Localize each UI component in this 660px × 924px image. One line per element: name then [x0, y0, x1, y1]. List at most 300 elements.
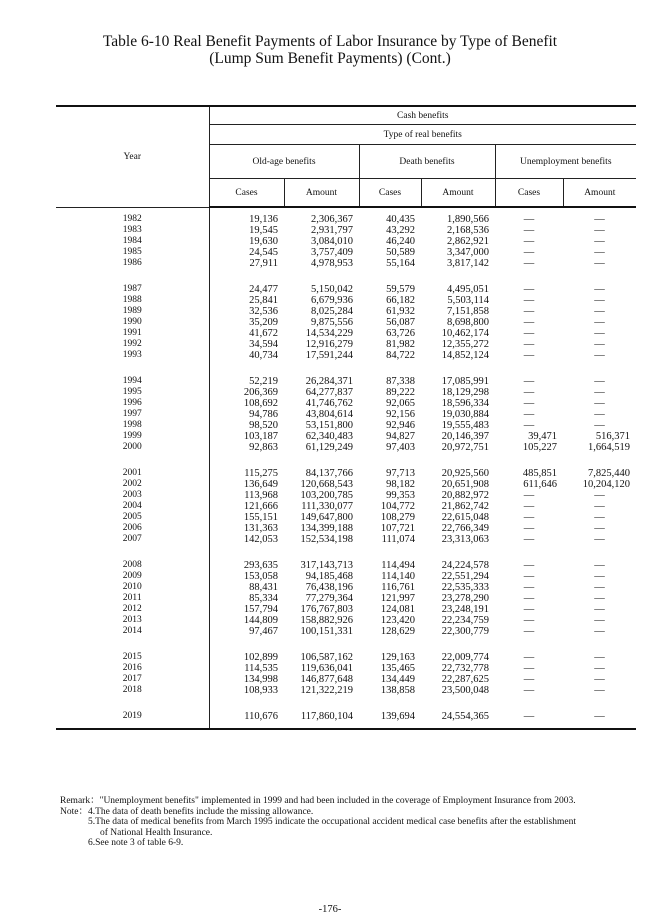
- old-age-amount-cell: 94,185,468: [305, 571, 353, 582]
- unemployment-amount-cell: —: [594, 387, 605, 398]
- year-cell: 1997: [122, 409, 142, 419]
- unemployment-amount-cell: —: [594, 376, 605, 387]
- type-of-benefits-header: Type of real benefits: [209, 125, 636, 145]
- unemployment-amount-cell: —: [594, 236, 605, 247]
- unemployment-cases-cell: —: [523, 258, 535, 269]
- death-cases-cell: 121,997: [380, 593, 415, 604]
- old-age-cases-cell: 27,911: [209, 258, 284, 269]
- note-5: 5.The data of medical benefits from March 1995 indicate the occupational accident medical case benefits after the establishment: [88, 817, 576, 827]
- year-cell: 2019: [122, 711, 142, 721]
- death-cases-cell: 81,982: [386, 339, 415, 350]
- unemployment-cases-cell: —: [523, 674, 535, 685]
- old-age-cases-cell: 136,649: [209, 479, 284, 490]
- death-amount-cell: 12,355,272: [441, 339, 489, 350]
- death-cases-cell: 50,589: [386, 247, 415, 258]
- death-cases-cell: 40,435: [386, 214, 415, 225]
- year-cell: 1988: [122, 295, 142, 305]
- unemployment-amount-cell: —: [594, 295, 605, 306]
- death-amount-cell: 22,287,625: [441, 674, 489, 685]
- unemployment-cases-cell: —: [523, 247, 535, 258]
- death-amount-cell: 22,551,294: [441, 571, 489, 582]
- death-cases-cell: 97,403: [386, 442, 415, 453]
- year-cell: 2011: [122, 593, 142, 603]
- old-age-amount-cell: 6,679,936: [311, 295, 353, 306]
- table-row: [56, 284, 636, 295]
- unemployment-cases-cell: —: [523, 626, 535, 637]
- old-age-cases-cell: 19,136: [209, 214, 284, 225]
- unemployment-amount-cell: 10,204,120: [582, 479, 631, 490]
- year-cell: 2009: [122, 571, 142, 581]
- unemployment-cases-cell: —: [523, 711, 535, 722]
- table-row: [56, 674, 636, 685]
- table-title-line2: (Lump Sum Benefit Payments) (Cont.): [209, 50, 451, 67]
- old-age-amount-cell: 121,322,219: [300, 685, 353, 696]
- death-cases-cell: 84,722: [386, 350, 415, 361]
- death-cases-cell: 116,761: [381, 582, 415, 593]
- unemployment-cases-cell: —: [523, 420, 535, 431]
- unemployment-cases-cell: —: [523, 398, 535, 409]
- unemployment-cases-cell: —: [523, 306, 535, 317]
- old-age-cases-cell: 115,275: [209, 468, 284, 479]
- year-cell: 1998: [122, 420, 142, 430]
- year-cell: 1986: [122, 258, 142, 268]
- death-cases-cell: 92,065: [386, 398, 415, 409]
- year-cell: 1994: [122, 376, 142, 386]
- table-row: [56, 420, 636, 431]
- unemployment-amount-cell: 7,825,440: [588, 468, 631, 479]
- remark-text: Remark："Unemployment benefits" implemented in 1999 and had been included in the coverage of Employment Insurance from 2003.: [60, 796, 576, 806]
- death-amount-cell: 22,766,349: [441, 523, 489, 534]
- old-age-amount-cell: 77,279,364: [305, 593, 353, 604]
- year-cell: 2014: [122, 626, 142, 636]
- old-age-amount-cell: 117,860,104: [300, 711, 353, 722]
- old-age-amount-cell: 62,340,483: [305, 431, 353, 442]
- death-header: Death benefits: [359, 145, 495, 179]
- death-cases-cell: 135,465: [380, 663, 415, 674]
- death-amount-cell: 4,495,051: [447, 284, 489, 295]
- table-row: [56, 593, 636, 604]
- old-age-cases-cell: 102,899: [209, 652, 284, 663]
- death-cases-cell: 55,164: [386, 258, 415, 269]
- old-age-amount-cell: 2,931,797: [311, 225, 353, 236]
- unemployment-cases-cell: —: [523, 409, 535, 420]
- spacer-row: [56, 696, 636, 711]
- unemployment-cases-cell: —: [523, 560, 535, 571]
- death-amount-cell: 14,852,124: [441, 350, 489, 361]
- year-cell: 2018: [122, 685, 142, 695]
- unemployment-cases-cell: —: [523, 376, 535, 387]
- death-amount-cell: 20,882,972: [441, 490, 489, 501]
- old-age-cases-cell: 153,058: [209, 571, 284, 582]
- unemployment-amount-cell: —: [594, 560, 605, 571]
- unemployment-amount-cell: —: [594, 398, 605, 409]
- old-age-cases-cell: 155,151: [209, 512, 284, 523]
- unemployment-amount-cell: —: [594, 711, 605, 722]
- year-cell: 2017: [122, 674, 142, 684]
- old-age-amount-cell: 149,647,800: [300, 512, 353, 523]
- death-cases-cell: 61,932: [386, 306, 415, 317]
- old-age-amount-cell: 76,438,196: [305, 582, 353, 593]
- year-cell: 2004: [122, 501, 142, 511]
- unemployment-cases-cell: —: [523, 350, 535, 361]
- unemployment-amount-cell: —: [594, 501, 605, 512]
- old-age-cases-cell: 41,672: [209, 328, 284, 339]
- death-cases-cell: 108,279: [380, 512, 415, 523]
- death-amount-cell: 22,535,333: [441, 582, 489, 593]
- unemployment-cases-cell: —: [523, 295, 535, 306]
- table-row: [56, 398, 636, 409]
- year-cell: 1991: [122, 328, 142, 338]
- unemployment-amount-cell: —: [594, 420, 605, 431]
- old-age-cases-cell: 108,692: [209, 398, 284, 409]
- table-row: [56, 409, 636, 420]
- unemployment-cases-cell: —: [523, 284, 535, 295]
- spacer-row: [56, 207, 636, 214]
- table-row: [56, 523, 636, 534]
- table-row: [56, 442, 636, 453]
- death-cases-cell: 98,182: [386, 479, 415, 490]
- year-cell: 2007: [122, 534, 142, 544]
- death-cases-cell: 128,629: [380, 626, 415, 637]
- year-cell: 2001: [122, 468, 142, 478]
- table-row: [56, 626, 636, 637]
- old-age-cases-cell: 94,786: [209, 409, 284, 420]
- unemployment-cases-cell: —: [523, 339, 535, 350]
- table-row: [56, 582, 636, 593]
- old-age-cases-cell: 24,477: [209, 284, 284, 295]
- old-age-cases-cell: 88,431: [209, 582, 284, 593]
- old-age-amount-cell: 8,025,284: [311, 306, 353, 317]
- unemployment-cases-cell: —: [523, 652, 535, 663]
- old-age-amount-cell: 134,399,188: [300, 523, 353, 534]
- death-amount-cell: 3,347,000: [447, 247, 489, 258]
- unemployment-cases-cell: —: [523, 615, 535, 626]
- death-cases-cell: 129,163: [380, 652, 415, 663]
- unemployment-cases-cell: —: [523, 604, 535, 615]
- year-cell: 2010: [122, 582, 142, 592]
- old-age-cases-cell: 113,968: [209, 490, 284, 501]
- spacer-row: [56, 453, 636, 468]
- old-age-amount-cell: 158,882,926: [300, 615, 353, 626]
- old-age-cases-cell: 121,666: [209, 501, 284, 512]
- old-age-cases-cell: 85,334: [209, 593, 284, 604]
- table-row: [56, 376, 636, 387]
- old-age-cases-cell: 157,794: [209, 604, 284, 615]
- table-row: [56, 258, 636, 269]
- unemployment-amount-cell: —: [594, 490, 605, 501]
- death-amount-cell: 19,555,483: [441, 420, 489, 431]
- unemployment-cases-cell: —: [523, 685, 535, 696]
- page-number: -176-: [318, 904, 342, 915]
- old-age-cases-cell: 34,594: [209, 339, 284, 350]
- table-row: [56, 295, 636, 306]
- cash-benefits-header: Cash benefits: [209, 106, 636, 125]
- death-amount-cell: 5,503,114: [447, 295, 489, 306]
- table-row: [56, 350, 636, 361]
- old-age-cases-cell: 25,841: [209, 295, 284, 306]
- old-age-amount-cell: 152,534,198: [300, 534, 353, 545]
- table-row: [56, 571, 636, 582]
- old-age-amount-cell: 5,150,042: [311, 284, 353, 295]
- death-cases-cell: 99,353: [386, 490, 415, 501]
- death-amount-cell: 23,248,191: [441, 604, 489, 615]
- death-cases-cell: 114,140: [381, 571, 415, 582]
- benefit-payments-table: [56, 105, 636, 730]
- death-amount-cell: 22,615,048: [441, 512, 489, 523]
- old-age-cases-cell: 97,467: [209, 626, 284, 637]
- year-cell: 1990: [122, 317, 142, 327]
- unemployment-cases-cell: —: [523, 512, 535, 523]
- table-row: [56, 512, 636, 523]
- table-row: [56, 534, 636, 545]
- death-amount-header: Amount: [421, 179, 495, 208]
- death-cases-cell: 66,182: [386, 295, 415, 306]
- old-age-amount-cell: 176,767,803: [300, 604, 353, 615]
- old-age-header: Old-age benefits: [209, 145, 359, 179]
- table-row: [56, 431, 636, 442]
- unemployment-cases-cell: —: [523, 328, 535, 339]
- old-age-cases-cell: 293,635: [209, 560, 284, 571]
- unemployment-amount-cell: —: [594, 571, 605, 582]
- death-cases-cell: 138,858: [380, 685, 415, 696]
- old-age-amount-cell: 111,330,077: [301, 501, 353, 512]
- death-cases-cell: 59,579: [386, 284, 415, 295]
- death-amount-cell: 22,009,774: [441, 652, 489, 663]
- table-row: [56, 339, 636, 350]
- spacer-row: [56, 361, 636, 376]
- unemployment-amount-cell: —: [594, 247, 605, 258]
- unemployment-amount-cell: 1,664,519: [588, 442, 631, 453]
- year-cell: 1993: [122, 350, 142, 360]
- year-cell: 2012: [122, 604, 142, 614]
- old-age-cases-cell: 19,630: [209, 236, 284, 247]
- old-age-amount-cell: 14,534,229: [305, 328, 353, 339]
- unemployment-cases-header: Cases: [495, 179, 563, 208]
- death-cases-cell: 111,074: [381, 534, 415, 545]
- old-age-cases-header: Cases: [209, 179, 284, 208]
- unemployment-cases-cell: 105,227: [522, 442, 557, 453]
- death-amount-cell: 18,129,298: [441, 387, 489, 398]
- old-age-amount-cell: 17,591,244: [305, 350, 353, 361]
- death-amount-cell: 18,596,334: [441, 398, 489, 409]
- unemployment-amount-cell: —: [594, 339, 605, 350]
- death-amount-cell: 17,085,991: [441, 376, 489, 387]
- spacer-row: [56, 722, 636, 729]
- unemployment-cases-cell: —: [523, 523, 535, 534]
- unemployment-cases-cell: —: [523, 214, 535, 225]
- year-cell: 1996: [122, 398, 142, 408]
- year-cell: 1999: [122, 431, 142, 441]
- old-age-amount-cell: 2,306,367: [311, 214, 353, 225]
- death-amount-cell: 20,972,751: [441, 442, 489, 453]
- spacer-row: [56, 269, 636, 284]
- year-cell: 2002: [122, 479, 142, 489]
- table-row: [56, 387, 636, 398]
- death-amount-cell: 19,030,884: [441, 409, 489, 420]
- remarks-block: [60, 796, 650, 849]
- old-age-cases-cell: 40,734: [209, 350, 284, 361]
- spacer-row: [56, 637, 636, 652]
- year-cell: 1982: [122, 214, 142, 224]
- unemployment-cases-cell: —: [523, 663, 535, 674]
- old-age-amount-cell: 103,200,785: [300, 490, 353, 501]
- table-row: [56, 663, 636, 674]
- old-age-amount-cell: 120,668,543: [300, 479, 353, 490]
- year-cell: 1995: [122, 387, 142, 397]
- unemployment-cases-cell: —: [523, 225, 535, 236]
- death-amount-cell: 23,313,063: [441, 534, 489, 545]
- death-amount-cell: 24,554,365: [441, 711, 489, 722]
- death-cases-cell: 43,292: [386, 225, 415, 236]
- unemployment-cases-cell: 611,646: [523, 479, 557, 490]
- old-age-cases-cell: 131,363: [209, 523, 284, 534]
- old-age-amount-cell: 317,143,713: [300, 560, 353, 571]
- old-age-amount-cell: 12,916,279: [305, 339, 353, 350]
- year-header: Year: [56, 106, 209, 207]
- old-age-amount-cell: 100,151,331: [300, 626, 353, 637]
- old-age-cases-cell: 35,209: [209, 317, 284, 328]
- table-row: [56, 317, 636, 328]
- unemployment-cases-cell: —: [523, 571, 535, 582]
- old-age-cases-cell: 134,998: [209, 674, 284, 685]
- unemployment-amount-cell: —: [594, 626, 605, 637]
- spacer-row: [56, 545, 636, 560]
- table-row: [56, 225, 636, 236]
- unemployment-amount-cell: —: [594, 284, 605, 295]
- death-cases-cell: 46,240: [386, 236, 415, 247]
- old-age-cases-cell: 114,535: [209, 663, 284, 674]
- unemployment-cases-cell: —: [523, 534, 535, 545]
- old-age-amount-cell: 9,875,556: [311, 317, 353, 328]
- old-age-amount-cell: 26,284,371: [305, 376, 353, 387]
- unemployment-amount-cell: —: [594, 306, 605, 317]
- death-amount-cell: 2,862,921: [447, 236, 489, 247]
- old-age-cases-cell: 98,520: [209, 420, 284, 431]
- unemployment-header: Unemployment benefits: [495, 145, 636, 179]
- death-cases-header: Cases: [359, 179, 421, 208]
- year-cell: 2013: [122, 615, 142, 625]
- table-row: [56, 247, 636, 258]
- death-amount-cell: 7,151,858: [447, 306, 489, 317]
- unemployment-amount-cell: —: [594, 534, 605, 545]
- note-5-continued: of National Health Insurance.: [100, 827, 213, 838]
- old-age-amount-cell: 64,277,837: [305, 387, 353, 398]
- old-age-cases-cell: 32,536: [209, 306, 284, 317]
- death-cases-cell: 114,494: [381, 560, 415, 571]
- unemployment-cases-cell: 485,851: [522, 468, 557, 479]
- year-cell: 2016: [122, 663, 142, 673]
- old-age-cases-cell: 142,053: [209, 534, 284, 545]
- death-cases-cell: 56,087: [386, 317, 415, 328]
- table-title-line1: Table 6-10 Real Benefit Payments of Labor Insurance by Type of Benefit: [102, 33, 558, 50]
- unemployment-amount-cell: —: [594, 652, 605, 663]
- death-cases-cell: 139,694: [380, 711, 415, 722]
- year-cell: 2003: [122, 490, 142, 500]
- death-amount-cell: 22,300,779: [441, 626, 489, 637]
- table-row: [56, 501, 636, 512]
- table-row: [56, 604, 636, 615]
- year-cell: 1992: [122, 339, 142, 349]
- unemployment-amount-cell: —: [594, 409, 605, 420]
- unemployment-amount-cell: —: [594, 663, 605, 674]
- table-row: [56, 214, 636, 225]
- unemployment-cases-cell: —: [523, 593, 535, 604]
- unemployment-amount-header: Amount: [563, 179, 636, 208]
- old-age-amount-cell: 41,746,762: [305, 398, 353, 409]
- old-age-amount-cell: 3,757,409: [311, 247, 353, 258]
- unemployment-amount-cell: —: [594, 214, 605, 225]
- unemployment-cases-cell: 39,471: [528, 431, 557, 442]
- death-cases-cell: 89,222: [386, 387, 415, 398]
- year-cell: 2006: [122, 523, 142, 533]
- unemployment-amount-cell: 516,371: [595, 431, 631, 442]
- year-cell: 1987: [122, 284, 142, 294]
- year-cell: 2015: [122, 652, 142, 662]
- unemployment-cases-cell: —: [523, 236, 535, 247]
- death-amount-cell: 22,732,778: [441, 663, 489, 674]
- unemployment-cases-cell: —: [523, 582, 535, 593]
- unemployment-cases-cell: —: [523, 387, 535, 398]
- old-age-amount-cell: 106,587,162: [300, 652, 353, 663]
- old-age-amount-cell: 3,084,010: [311, 236, 353, 247]
- year-cell: 1983: [122, 225, 142, 235]
- unemployment-amount-cell: —: [594, 258, 605, 269]
- death-cases-cell: 123,420: [380, 615, 415, 626]
- old-age-cases-cell: 92,863: [209, 442, 284, 453]
- death-amount-cell: 24,224,578: [441, 560, 489, 571]
- death-amount-cell: 20,925,560: [441, 468, 489, 479]
- table-row: [56, 236, 636, 247]
- old-age-amount-cell: 146,877,648: [300, 674, 353, 685]
- unemployment-amount-cell: —: [594, 685, 605, 696]
- old-age-amount-cell: 61,129,249: [305, 442, 353, 453]
- table-row: [56, 479, 636, 490]
- old-age-cases-cell: 206,369: [209, 387, 284, 398]
- death-amount-cell: 1,890,566: [447, 214, 489, 225]
- death-cases-cell: 92,946: [386, 420, 415, 431]
- unemployment-amount-cell: —: [594, 225, 605, 236]
- unemployment-cases-cell: —: [523, 501, 535, 512]
- death-amount-cell: 23,500,048: [441, 685, 489, 696]
- death-cases-cell: 94,827: [386, 431, 415, 442]
- unemployment-amount-cell: —: [594, 523, 605, 534]
- old-age-amount-cell: 43,804,614: [305, 409, 353, 420]
- year-cell: 2008: [122, 560, 142, 570]
- unemployment-amount-cell: —: [594, 328, 605, 339]
- old-age-amount-cell: 53,151,800: [305, 420, 353, 431]
- old-age-cases-cell: 110,676: [209, 711, 284, 722]
- old-age-amount-cell: 119,636,041: [300, 663, 353, 674]
- table-row: [56, 560, 636, 571]
- death-cases-cell: 63,726: [386, 328, 415, 339]
- death-amount-cell: 23,278,290: [441, 593, 489, 604]
- unemployment-amount-cell: —: [594, 604, 605, 615]
- death-cases-cell: 92,156: [386, 409, 415, 420]
- unemployment-amount-cell: —: [594, 674, 605, 685]
- death-cases-cell: 87,338: [386, 376, 415, 387]
- unemployment-amount-cell: —: [594, 615, 605, 626]
- death-cases-cell: 104,772: [380, 501, 415, 512]
- table-row: [56, 490, 636, 501]
- death-amount-cell: 8,698,800: [447, 317, 489, 328]
- table-row: [56, 615, 636, 626]
- death-cases-cell: 134,449: [380, 674, 415, 685]
- unemployment-amount-cell: —: [594, 350, 605, 361]
- old-age-cases-cell: 24,545: [209, 247, 284, 258]
- death-cases-cell: 124,081: [380, 604, 415, 615]
- death-amount-cell: 21,862,742: [441, 501, 489, 512]
- year-cell: 1984: [122, 236, 142, 246]
